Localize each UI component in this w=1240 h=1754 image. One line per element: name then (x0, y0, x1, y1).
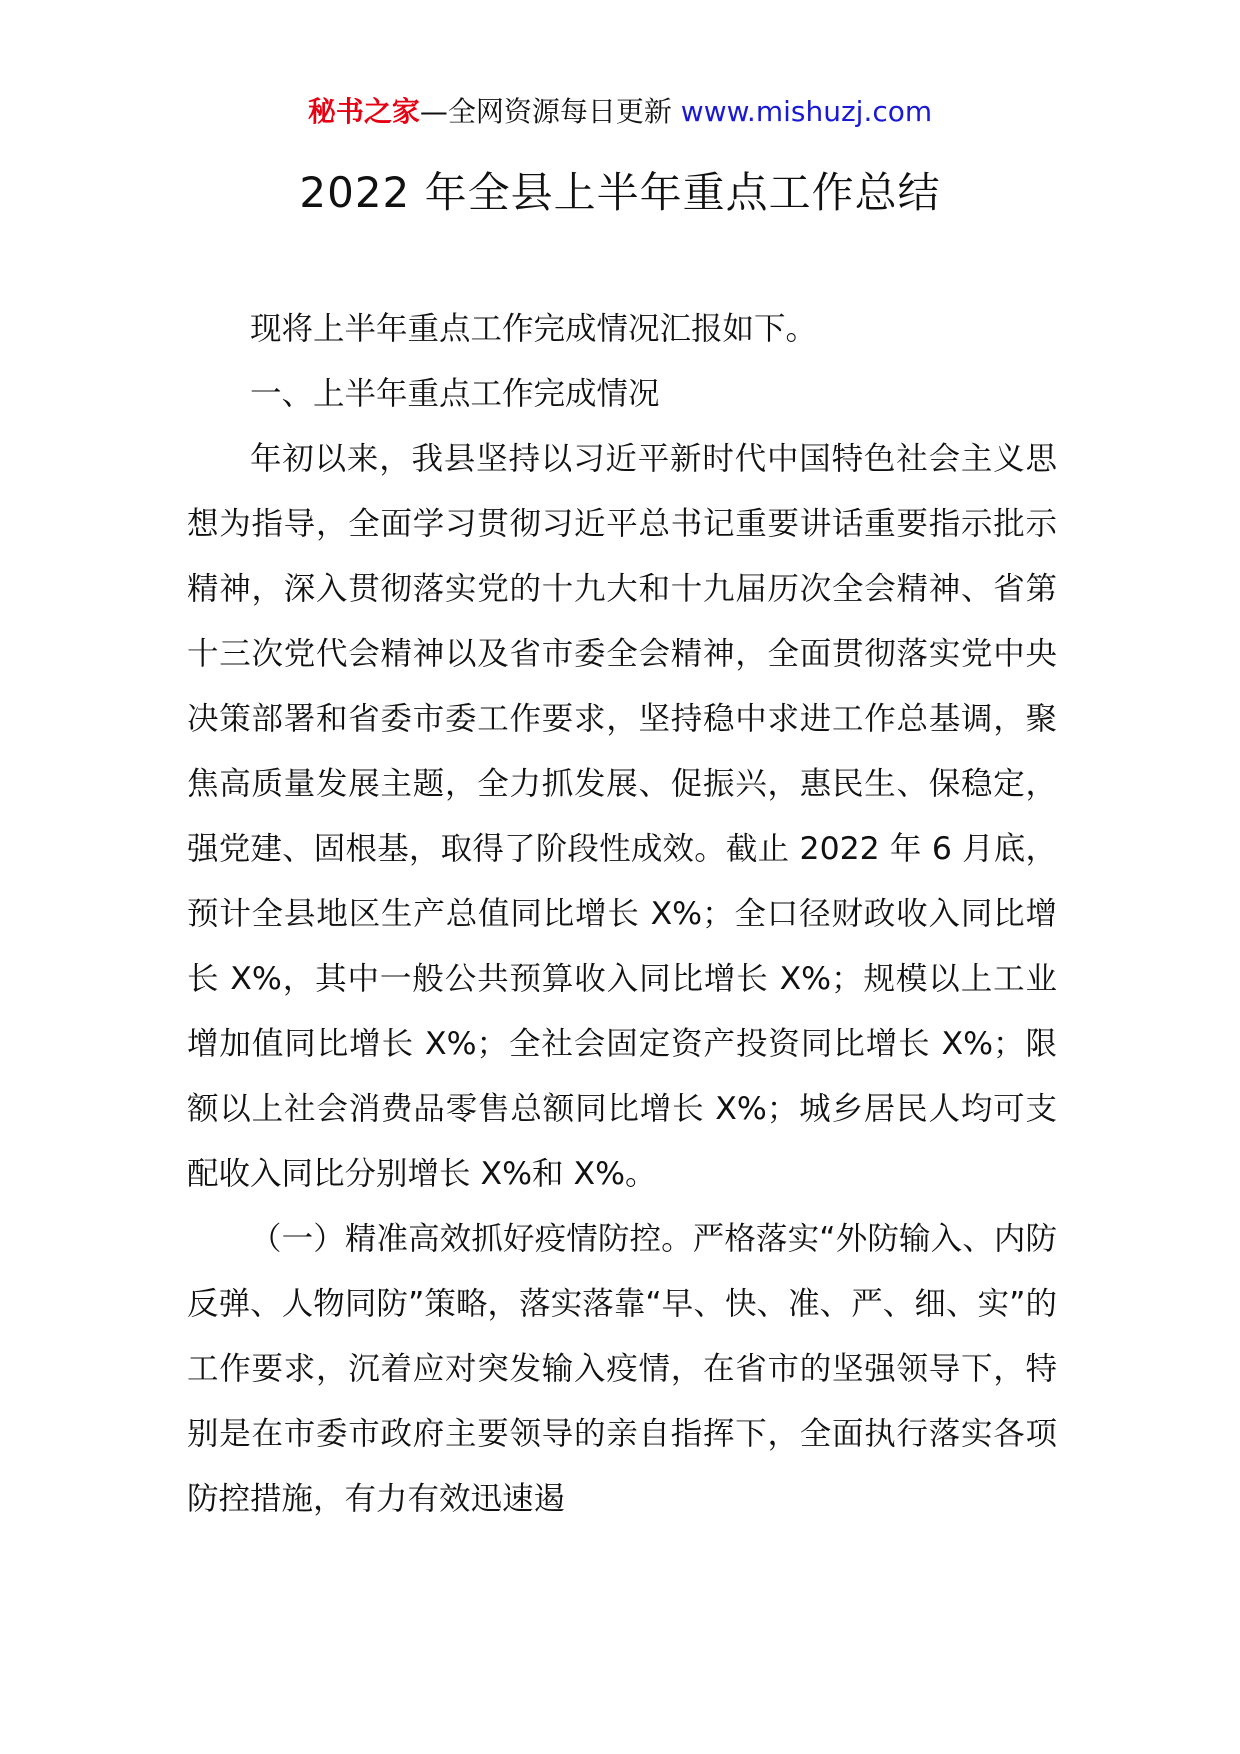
section-heading: 一、上半年重点工作完成情况 (250, 376, 660, 412)
summary-paragraph: 年初以来，我县坚持以习近平新时代中国特色社会主义思想为指导，全面学习贯彻习近平总书记重要讲话重要指示批示精神，深入贯彻落实党的十九大和十九届历次全会精神、省第十三次党代会精神以及省市委全会精神，全面贯彻落实党中央决策部署和省委市委工作要求，坚持稳中求进工作总基调，聚焦高质量发展主题，全力抓发展、促振兴，惠民生、保稳定，强党建、固根基，取得了阶段性成效。截止 2022 年 6 月底，预计全县地区生产总值同比增长 X%；全口径财政收入同比增长 X%，其中一般公共预算收入同比增长 X%；规模以上工业增加值同比增长 X%；全社会固定资产投资同比增长 X%；限额以上社会消费品零售总额同比增长 X%；城乡居民人均可支配收入同比分别增长 X%和 X%。 (187, 441, 1057, 1192)
site-url-link[interactable]: www.mishuzj.com (680, 95, 933, 128)
header-tagline: —全网资源每日更新 (419, 95, 672, 128)
document-body (187, 297, 1057, 1532)
site-header (0, 92, 1240, 132)
brand-name: 秘书之家 (307, 95, 420, 128)
document-title: 2022 年全县上半年重点工作总结 (299, 168, 941, 217)
intro-paragraph: 现将上半年重点工作完成情况汇报如下。 (250, 311, 818, 347)
epidemic-control-paragraph: （一）精准高效抓好疫情防控。严格落实“外防输入、内防反弹、人物同防”策略，落实落靠“早、快、准、严、细、实”的工作要求，沉着应对突发输入疫情，在省市的坚强领导下，特别是在市委市政府主要领导的亲自指挥下，全面执行落实各项防控措施，有力有效迅速遏 (187, 1221, 1057, 1517)
